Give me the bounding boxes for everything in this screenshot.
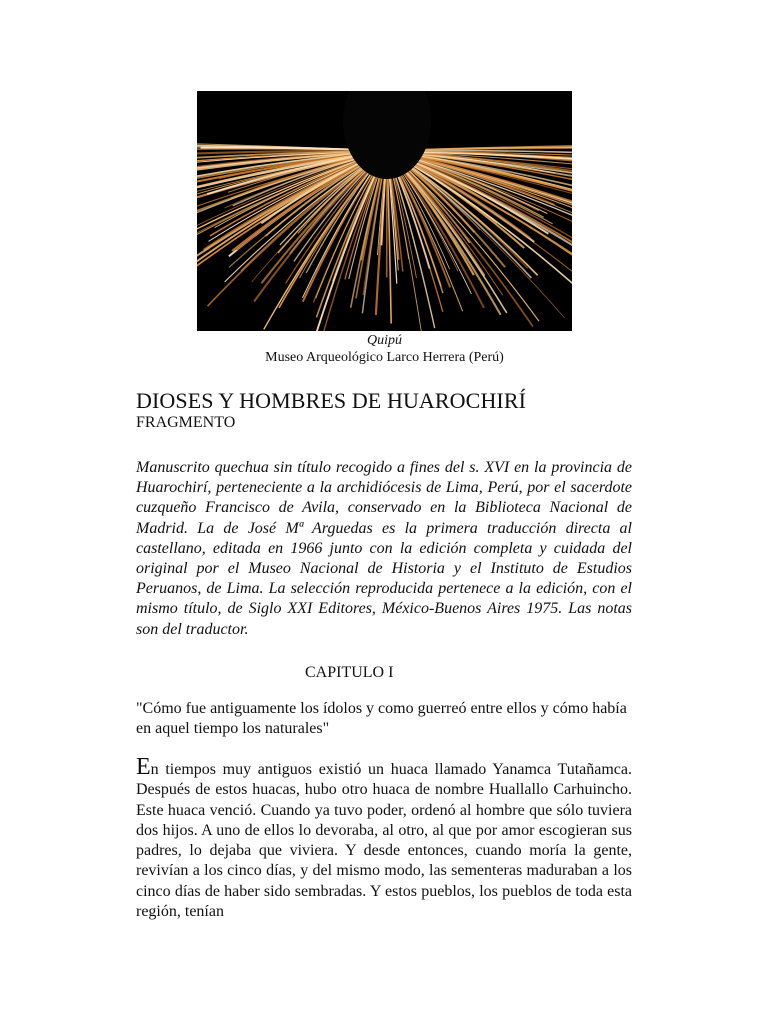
chapter-heading: CAPITULO I bbox=[305, 664, 394, 681]
chapter-quote: "Cómo fue antiguamente los ídolos y como guerreó entre ellos y cómo había en aquel tiempo los naturales" bbox=[136, 700, 627, 737]
chapter-body bbox=[136, 754, 632, 922]
quipu-illustration bbox=[197, 91, 572, 331]
chapter-body-text: n tiempos muy antiguos existió un huaca llamado Yanamca Tutañamca. Después de estos huacas, hubo otro huaca de nombre Huallallo Carhuincho. Este huaca venció. Cuando ya tuvo poder, ordenó al hombre que sólo tuviera dos hijos. A uno de ellos lo devoraba, al otro, al que por amor escogieran sus padres, lo dejaba que viviera. Y desde entonces, cuando moría la gente, revivían a los cinco días, y del mismo modo, las sementeras maduraban a los cinco días de haber sido sembradas. Y estos pueblos, los pueblos de toda esta región, tenían bbox=[136, 761, 632, 921]
document-subtitle: FRAGMENTO bbox=[136, 414, 236, 431]
document-title: DIOSES Y HOMBRES DE HUAROCHIRÍ bbox=[136, 388, 527, 413]
intro-paragraph: Manuscrito quechua sin título recogido a fines del s. XVI en la provincia de Huarochirí, perteneciente a la archidiócesis de Lima, Perú, por el sacerdote cuzqueño Francisco de Avila, conservado en la Biblioteca Nacional de Madrid. La de José Mª Arguedas es la primera traducción directa al castellano, editada en 1966 junto con la edición completa y cuidada del original por el Museo Nacional de Historia y el Instituto de Estudios Peruanos, de Lima. La selección reproducida pertenece a la edición, con el mismo título, de Siglo XXI Editores, México-Buenos Aires 1975. Las notas son del traductor. bbox=[136, 459, 632, 638]
drop-cap: E bbox=[136, 754, 151, 780]
quipu-photo bbox=[197, 91, 572, 331]
figure-caption-source: Museo Arqueológico Larco Herrera (Perú) bbox=[265, 350, 504, 365]
figure-caption-title: Quipú bbox=[367, 333, 402, 348]
